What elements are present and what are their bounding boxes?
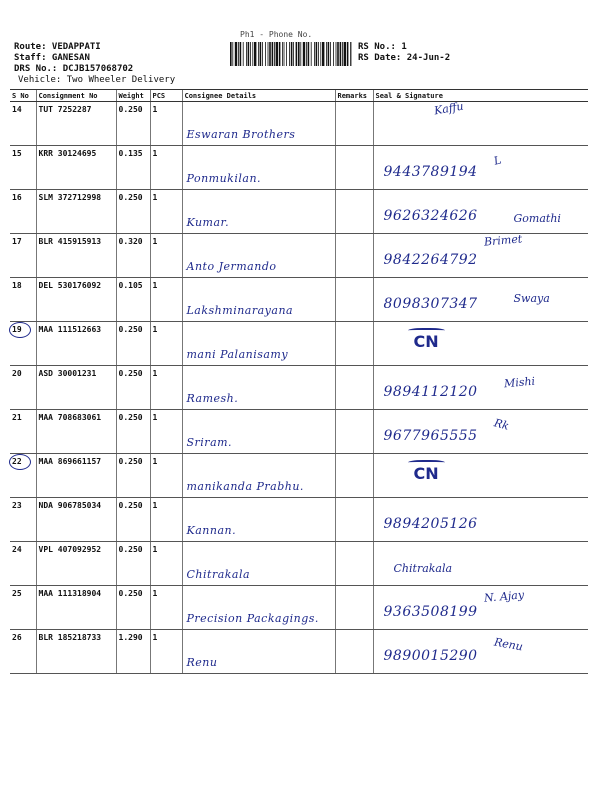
drs-label: DRS No.: DCJB157068702 <box>14 64 134 74</box>
cell-weight <box>116 410 150 454</box>
cell-weight <box>116 322 150 366</box>
cons-value: MAA 869661157 <box>38 457 102 466</box>
cell-sno <box>10 542 36 586</box>
table-row <box>10 498 588 542</box>
table-row <box>10 630 588 674</box>
cell-weight <box>116 146 150 190</box>
cons-value: MAA 111512663 <box>38 325 102 334</box>
pcs-value: 1 <box>152 501 158 510</box>
pcs-value: 1 <box>152 325 158 334</box>
sno-value: 25 <box>12 589 22 598</box>
cell-cons <box>36 102 116 146</box>
cell-signature <box>373 542 588 586</box>
table-row <box>10 454 588 498</box>
phone-handwritten: 9894205126 <box>383 516 478 532</box>
header-signature: Seal & Signature <box>373 90 588 102</box>
cons-value: BLR 415915913 <box>38 237 102 246</box>
weight-value: 0.250 <box>118 501 143 510</box>
cell-remarks <box>335 410 373 454</box>
cons-value: KRR 30124695 <box>38 149 97 158</box>
cell-pcs <box>150 586 182 630</box>
signature-mark: Kaffu <box>432 99 465 118</box>
cell-pcs <box>150 278 182 322</box>
cell-cons <box>36 278 116 322</box>
cons-value: NDA 906785034 <box>38 501 102 510</box>
pcs-value: 1 <box>152 545 158 554</box>
consignee-handwritten: Anto Jermando <box>186 260 277 273</box>
consignee-handwritten: Precision Packagings. <box>186 612 319 625</box>
cell-pcs <box>150 542 182 586</box>
cell-consignee <box>182 454 335 498</box>
cell-pcs <box>150 366 182 410</box>
signature-mark: Rk <box>492 416 510 433</box>
cell-consignee <box>182 190 335 234</box>
cell-cons <box>36 454 116 498</box>
cell-pcs <box>150 498 182 542</box>
cell-weight <box>116 366 150 410</box>
signature-mark: Brimet <box>483 232 523 249</box>
cell-signature <box>373 410 588 454</box>
consignee-handwritten: Kumar. <box>186 216 230 229</box>
route-label: Route: VEDAPPATI <box>14 42 101 52</box>
consignee-handwritten: Lakshminarayana <box>186 304 294 317</box>
cell-weight <box>116 278 150 322</box>
cell-sno <box>10 586 36 630</box>
cell-remarks <box>335 234 373 278</box>
rs-date-label: RS Date: 24-Jun-2 <box>358 53 451 63</box>
phone-handwritten: 9626324626 <box>383 208 478 224</box>
table-row <box>10 542 588 586</box>
cell-remarks <box>335 454 373 498</box>
cell-consignee <box>182 234 335 278</box>
weight-value: 1.290 <box>118 633 143 642</box>
cell-pcs <box>150 630 182 674</box>
header-consignment: Consignment No <box>36 90 116 102</box>
cell-consignee <box>182 278 335 322</box>
cell-weight <box>116 542 150 586</box>
weight-value: 0.250 <box>118 325 143 334</box>
cell-cons <box>36 630 116 674</box>
circle-mark-icon <box>9 454 31 470</box>
header-consignee: Consignee Details <box>182 90 335 102</box>
cell-consignee <box>182 366 335 410</box>
sno-value: 21 <box>12 413 22 422</box>
weight-value: 0.250 <box>118 545 143 554</box>
phone-handwritten: 9890015290 <box>383 648 478 664</box>
pcs-value: 1 <box>152 413 158 422</box>
header-remarks: Remarks <box>335 90 373 102</box>
cell-sno <box>10 234 36 278</box>
sno-value: 26 <box>12 633 22 642</box>
cell-sno <box>10 630 36 674</box>
phone-handwritten: 8098307347 <box>383 296 478 312</box>
cons-value: BLR 185218733 <box>38 633 102 642</box>
phone-handwritten: 9677965555 <box>383 428 478 444</box>
cell-signature <box>373 190 588 234</box>
cell-pcs <box>150 322 182 366</box>
rs-no-label: RS No.: 1 <box>358 42 407 52</box>
table-row <box>10 278 588 322</box>
cell-sno <box>10 190 36 234</box>
cell-cons <box>36 366 116 410</box>
consignee-handwritten: Ramesh. <box>186 392 239 405</box>
cons-value: MAA 111318904 <box>38 589 102 598</box>
cell-remarks <box>335 146 373 190</box>
cell-consignee <box>182 630 335 674</box>
sno-value: 17 <box>12 237 22 246</box>
cell-signature <box>373 366 588 410</box>
cell-sno <box>10 278 36 322</box>
cell-consignee <box>182 586 335 630</box>
cell-consignee <box>182 322 335 366</box>
signature-mark: CN <box>413 332 439 351</box>
cell-remarks <box>335 366 373 410</box>
weight-value: 0.105 <box>118 281 143 290</box>
pcs-value: 1 <box>152 589 158 598</box>
table-row <box>10 366 588 410</box>
weight-value: 0.320 <box>118 237 143 246</box>
cell-signature <box>373 454 588 498</box>
cell-pcs <box>150 234 182 278</box>
cell-consignee <box>182 498 335 542</box>
cons-value: SLM 372712998 <box>38 193 102 202</box>
cell-sno <box>10 410 36 454</box>
cell-signature <box>373 234 588 278</box>
consignee-handwritten: manikanda Prabhu. <box>186 480 304 493</box>
cell-weight <box>116 234 150 278</box>
cell-cons <box>36 542 116 586</box>
sno-value: 24 <box>12 545 22 554</box>
weight-value: 0.250 <box>118 413 143 422</box>
pcs-value: 1 <box>152 149 158 158</box>
header-weight: Weight <box>116 90 150 102</box>
staff-label: Staff: GANESAN <box>14 53 90 63</box>
signature-mark: Renu <box>492 635 524 654</box>
table-row <box>10 146 588 190</box>
cell-consignee <box>182 102 335 146</box>
cons-value: MAA 708683061 <box>38 413 102 422</box>
cons-value: VPL 407092952 <box>38 545 102 554</box>
cell-signature <box>373 630 588 674</box>
cell-remarks <box>335 278 373 322</box>
cell-signature <box>373 322 588 366</box>
signature-mark: Mishi <box>502 374 536 391</box>
pcs-value: 1 <box>152 457 158 466</box>
cell-weight <box>116 586 150 630</box>
weight-value: 0.250 <box>118 105 143 114</box>
signature-mark: Chitrakala <box>393 562 453 575</box>
cell-pcs <box>150 146 182 190</box>
signature-mark: Swaya <box>513 292 550 305</box>
header-sno: S No <box>10 90 36 102</box>
signature-mark: L <box>491 153 503 168</box>
weight-value: 0.135 <box>118 149 143 158</box>
sno-value: 18 <box>12 281 22 290</box>
cell-remarks <box>335 542 373 586</box>
circle-mark-icon <box>9 322 31 338</box>
pcs-value: 1 <box>152 105 158 114</box>
cell-remarks <box>335 190 373 234</box>
cell-remarks <box>335 498 373 542</box>
cell-sno <box>10 102 36 146</box>
pcs-value: 1 <box>152 281 158 290</box>
cell-weight <box>116 498 150 542</box>
pcs-value: 1 <box>152 369 158 378</box>
cell-pcs <box>150 410 182 454</box>
top-cut-text: Ph1 - Phone No. <box>240 30 313 39</box>
cell-signature <box>373 99 588 146</box>
cons-value: DEL 530176092 <box>38 281 102 290</box>
sno-value: 14 <box>12 105 22 114</box>
consignee-handwritten: Sriram. <box>186 436 233 449</box>
phone-handwritten: 9842264792 <box>383 252 478 268</box>
cell-consignee <box>182 410 335 454</box>
signature-mark: N. Ajay <box>483 588 525 605</box>
cell-cons <box>36 498 116 542</box>
cell-sno <box>10 498 36 542</box>
cell-signature <box>373 586 588 630</box>
pcs-value: 1 <box>152 193 158 202</box>
table-row <box>10 586 588 630</box>
table-row <box>10 190 588 234</box>
table-row <box>10 234 588 278</box>
cell-weight <box>116 190 150 234</box>
sno-value: 16 <box>12 193 22 202</box>
cell-cons <box>36 146 116 190</box>
cons-value: TUT 7252287 <box>38 105 92 114</box>
cell-pcs <box>150 102 182 146</box>
cell-sno <box>10 146 36 190</box>
pcs-value: 1 <box>152 633 158 642</box>
cell-cons <box>36 586 116 630</box>
delivery-manifest-table <box>10 89 588 674</box>
signature-mark: CN <box>413 464 439 483</box>
cell-signature <box>373 498 588 542</box>
table-body <box>10 99 588 674</box>
consignee-handwritten: Ponmukilan. <box>186 172 262 185</box>
cell-cons <box>36 234 116 278</box>
cell-weight <box>116 630 150 674</box>
header-pcs: PCS <box>150 90 182 102</box>
sno-value: 22 <box>12 457 22 466</box>
signature-mark: Gomathi <box>513 212 561 225</box>
phone-handwritten: 9894112120 <box>383 384 478 400</box>
weight-value: 0.250 <box>118 193 143 202</box>
cell-cons <box>36 190 116 234</box>
cell-cons <box>36 322 116 366</box>
pcs-value: 1 <box>152 237 158 246</box>
cell-remarks <box>335 322 373 366</box>
phone-handwritten: 9363508199 <box>383 604 478 620</box>
phone-handwritten: 9443789194 <box>383 164 478 180</box>
sno-value: 19 <box>12 325 22 334</box>
cons-value: ASD 30001231 <box>38 369 97 378</box>
cell-signature <box>373 278 588 322</box>
sno-value: 15 <box>12 149 22 158</box>
consignee-handwritten: Chitrakala <box>186 568 251 581</box>
consignee-handwritten: Renu <box>186 656 218 669</box>
cell-sno <box>10 454 36 498</box>
vehicle-label: Vehicle: Two Wheeler Delivery <box>18 75 176 85</box>
cell-consignee <box>182 542 335 586</box>
weight-value: 0.250 <box>118 457 143 466</box>
cell-pcs <box>150 454 182 498</box>
consignee-handwritten: Eswaran Brothers <box>186 128 296 141</box>
cell-remarks <box>335 630 373 674</box>
cell-consignee <box>182 146 335 190</box>
table-header-row <box>10 90 588 102</box>
table-row <box>10 410 588 454</box>
table-row <box>10 102 588 146</box>
weight-value: 0.250 <box>118 369 143 378</box>
sno-value: 23 <box>12 501 22 510</box>
consignee-handwritten: Kannan. <box>186 524 237 537</box>
sno-value: 20 <box>12 369 22 378</box>
table-row <box>10 322 588 366</box>
cell-sno <box>10 366 36 410</box>
cell-cons <box>36 410 116 454</box>
cell-remarks <box>335 586 373 630</box>
cell-signature <box>373 146 588 190</box>
cell-weight <box>116 102 150 146</box>
consignee-handwritten: mani Palanisamy <box>186 348 289 361</box>
cell-sno <box>10 322 36 366</box>
cell-remarks <box>335 102 373 146</box>
weight-value: 0.250 <box>118 589 143 598</box>
barcode-image <box>230 42 352 66</box>
cell-pcs <box>150 190 182 234</box>
cell-weight <box>116 454 150 498</box>
